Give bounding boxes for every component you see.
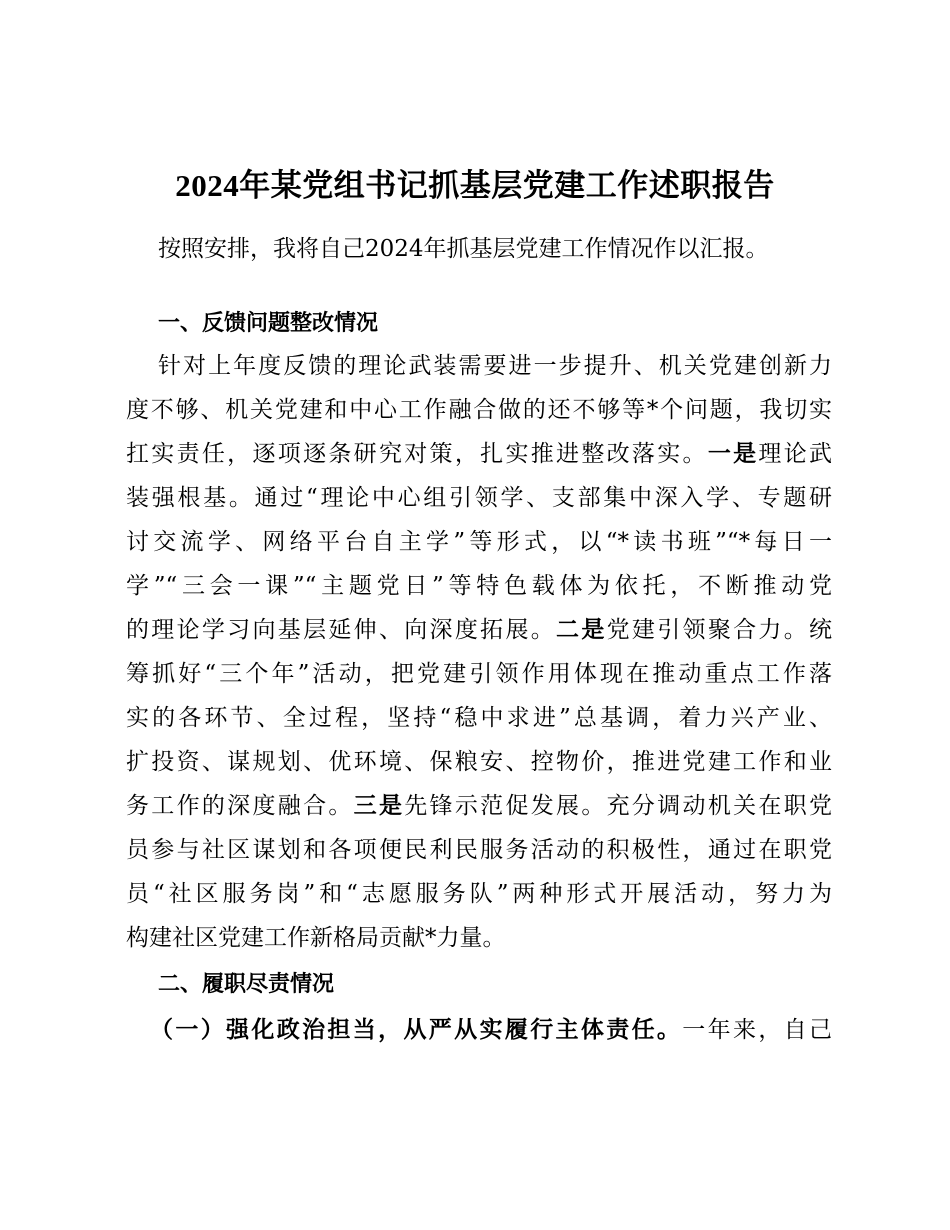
paragraph-line: 筹抓好“三个年”活动，把党建引领作用体现在推动重点工作落 <box>126 661 832 687</box>
subsection-line <box>150 1013 832 1047</box>
paragraph-line: 扩投资、谋规划、优环境、保粮安、控物价，推进党建工作和业 <box>126 749 832 775</box>
paragraph-text: 先锋示范促发展。充分调动机关在职党 <box>404 793 833 819</box>
paragraph-line <box>126 437 832 471</box>
paragraph-text: 务工作的深度融合。 <box>126 793 354 819</box>
paragraph-line: 针对上年度反馈的理论武装需要进一步提升、机关党建创新力 <box>158 353 832 379</box>
paragraph-text: 扛实责任，逐项逐条研究对策，扎实推进整改落实。 <box>126 441 708 467</box>
paragraph-line: 员“社区服务岗”和“志愿服务队”两种形式开展活动，努力为 <box>126 881 832 907</box>
bold-marker-2: 二是 <box>556 616 607 643</box>
paragraph-line: 学”“三会一课”“主题党日”等特色载体为依托，不断推动党 <box>126 573 832 599</box>
paragraph-text: 一年来，自己 <box>682 1017 833 1043</box>
paragraph-line <box>126 613 832 647</box>
document-title: 2024年某党组书记抓基层党建工作述职报告 <box>175 168 775 203</box>
paragraph-line: 构建社区党建工作新格局贡献*力量。 <box>126 925 506 951</box>
paragraph-line: 员参与社区谋划和各项便民利民服务活动的积极性，通过在职党 <box>126 837 832 863</box>
paragraph-line: 装强根基。通过“理论中心组引领学、支部集中深入学、专题研 <box>126 485 832 511</box>
paragraph-text: 党建引领聚合力。统 <box>606 617 833 643</box>
subsection-heading-1: （一）强化政治担当，从严从实履行主体责任。 <box>150 1016 683 1043</box>
section-heading-1: 一、反馈问题整改情况 <box>158 311 379 336</box>
paragraph-line: 实的各环节、全过程，坚持“稳中求进”总基调，着力兴产业、 <box>126 705 832 731</box>
paragraph-text: 理论武 <box>758 441 833 467</box>
bold-marker-3: 三是 <box>353 792 405 819</box>
paragraph-line: 讨交流学、网络平台自主学”等形式，以“*读书班”“*每日一 <box>126 529 832 555</box>
paragraph-line <box>126 789 832 823</box>
paragraph-line: 度不够、机关党建和中心工作融合做的还不够等*个问题，我切实 <box>126 397 832 423</box>
intro-paragraph: 按照安排，我将自己2024年抓基层党建工作情况作以汇报。 <box>158 236 769 262</box>
bold-marker-1: 一是 <box>707 440 759 467</box>
section-heading-2: 二、履职尽责情况 <box>158 972 335 997</box>
paragraph-text: 的理论学习向基层延伸、向深度拓展。 <box>126 617 557 643</box>
